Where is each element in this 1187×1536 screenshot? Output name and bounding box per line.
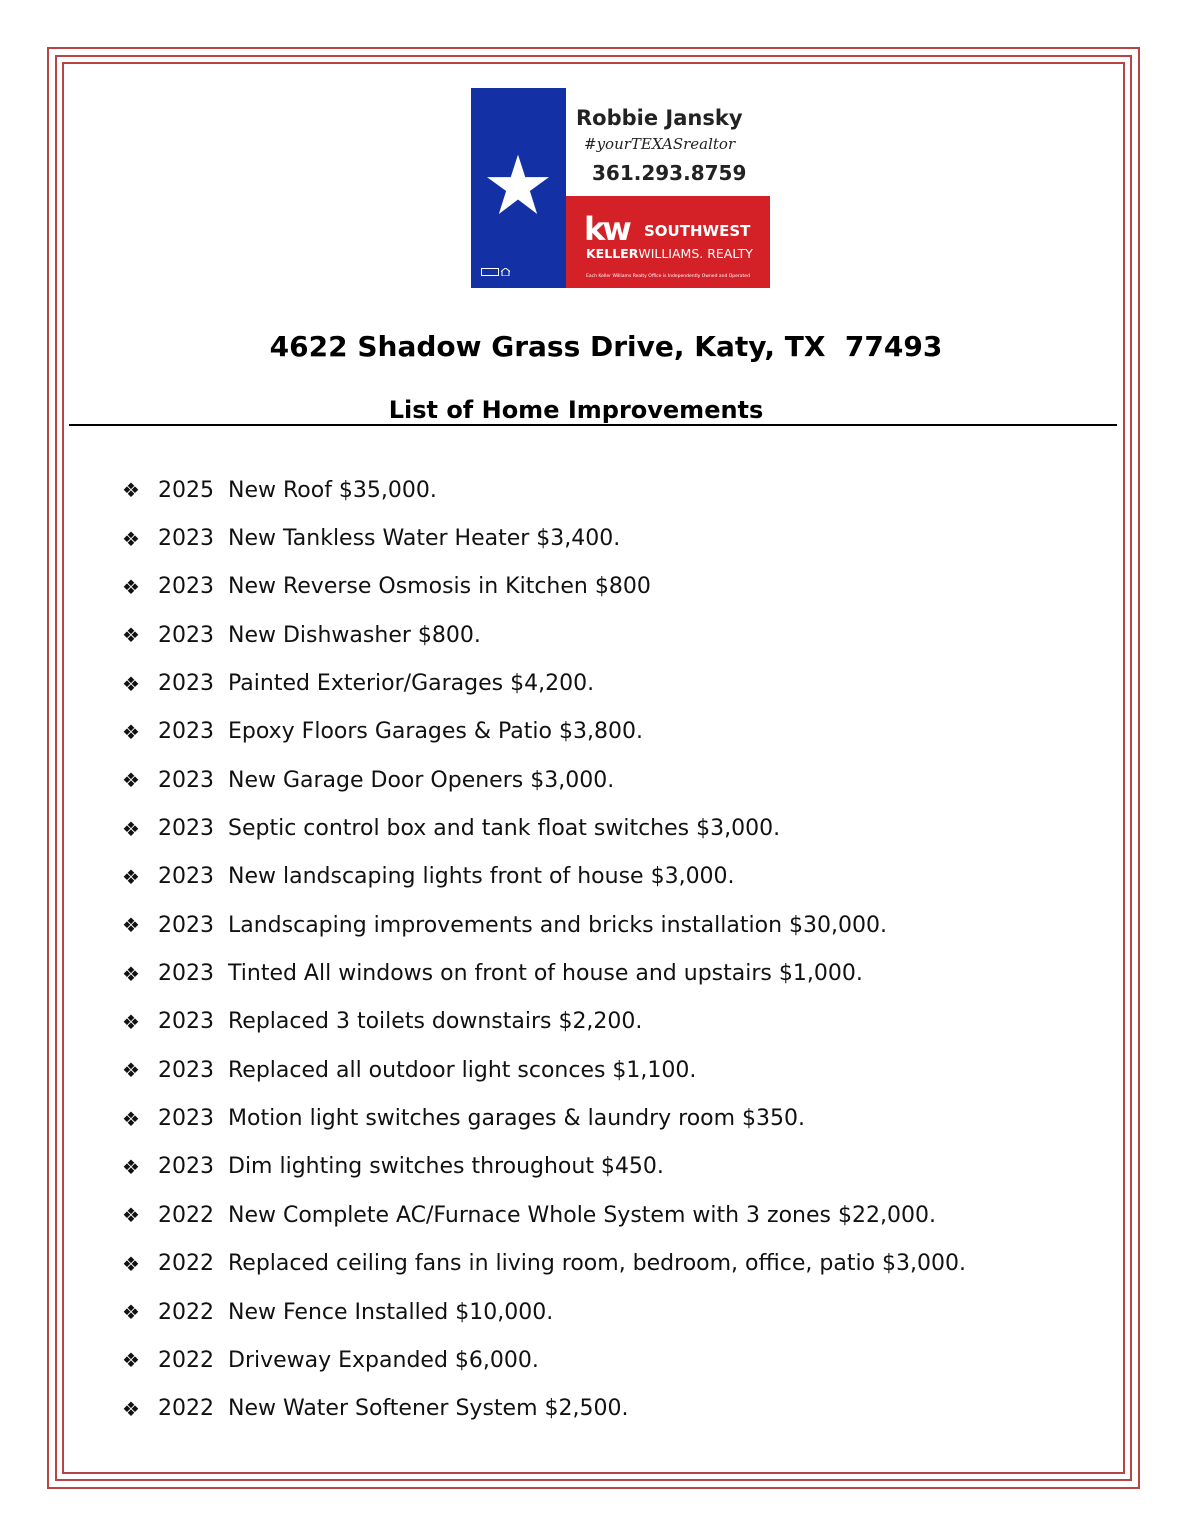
item-year: 2023: [158, 1057, 214, 1083]
diamond-bullet-icon: ❖: [122, 623, 140, 648]
list-item: [122, 1240, 966, 1288]
company-name-rest: WILLIAMS. REALTY: [638, 246, 753, 261]
item-description: Replaced 3 toilets downstairs $2,200.: [228, 1009, 643, 1035]
item-year: 2023: [158, 912, 214, 938]
list-item: [122, 708, 966, 756]
list-item: [122, 1336, 966, 1384]
item-description: New Reverse Osmosis in Kitchen $800: [228, 574, 651, 600]
item-year: 2023: [158, 671, 214, 697]
title-underline: [69, 424, 1117, 426]
item-year: 2023: [158, 1106, 214, 1132]
diamond-bullet-icon: ❖: [122, 1009, 140, 1034]
item-description: New Fence Installed $10,000.: [228, 1299, 554, 1325]
flag-blue-panel: [471, 88, 566, 288]
item-description: New Roof $35,000.: [228, 477, 437, 503]
item-description: New Complete AC/Furnace Whole System with 3 zones $22,000.: [228, 1202, 936, 1228]
item-description: New Garage Door Openers $3,000.: [228, 767, 615, 793]
agent-phone: 361.293.8759: [592, 161, 747, 185]
item-description: Septic control box and tank float switches $3,000.: [228, 816, 781, 842]
diamond-bullet-icon: ❖: [122, 1154, 140, 1179]
list-item: [122, 563, 966, 611]
diamond-bullet-icon: ❖: [122, 1251, 140, 1276]
diamond-bullet-icon: ❖: [122, 913, 140, 938]
list-item: [122, 901, 966, 949]
office-name: SOUTHWEST: [644, 222, 751, 240]
list-item: [122, 1094, 966, 1142]
diamond-bullet-icon: ❖: [122, 1106, 140, 1131]
item-description: Landscaping improvements and bricks installation $30,000.: [228, 912, 887, 938]
item-description: Painted Exterior/Garages $4,200.: [228, 671, 595, 697]
item-year: 2022: [158, 1347, 214, 1373]
list-item: [122, 514, 966, 562]
item-year: 2023: [158, 622, 214, 648]
item-year: 2023: [158, 767, 214, 793]
diamond-bullet-icon: ❖: [122, 1396, 140, 1421]
company-name: [586, 246, 753, 261]
item-year: 2023: [158, 816, 214, 842]
list-item: [122, 949, 966, 997]
list-item: [122, 1385, 966, 1433]
diamond-bullet-icon: ❖: [122, 816, 140, 841]
mls-icon: [481, 268, 510, 278]
star-icon: [485, 152, 551, 218]
list-item: [122, 853, 966, 901]
list-item: [122, 1191, 966, 1239]
diamond-bullet-icon: ❖: [122, 1203, 140, 1228]
diamond-bullet-icon: ❖: [122, 961, 140, 986]
diamond-bullet-icon: ❖: [122, 478, 140, 503]
flag-white-panel: [566, 88, 770, 196]
item-year: 2023: [158, 961, 214, 987]
item-description: Driveway Expanded $6,000.: [228, 1347, 539, 1373]
improvements-list: [122, 466, 966, 1433]
item-description: Replaced all outdoor light sconces $1,100.: [228, 1057, 697, 1083]
kw-brand-mark: kw: [584, 210, 629, 248]
list-item: [122, 1143, 966, 1191]
item-year: 2023: [158, 1009, 214, 1035]
equal-housing-icon: [501, 268, 510, 276]
item-year: 2022: [158, 1251, 214, 1277]
list-item: [122, 1288, 966, 1336]
diamond-bullet-icon: ❖: [122, 1348, 140, 1373]
agent-tagline: #yourTEXASrealtor: [584, 135, 736, 153]
item-year: 2023: [158, 719, 214, 745]
item-year: 2025: [158, 477, 214, 503]
flag-red-panel: [566, 196, 770, 288]
diamond-bullet-icon: ❖: [122, 719, 140, 744]
list-item: [122, 804, 966, 852]
item-year: 2022: [158, 1299, 214, 1325]
item-description: New Tankless Water Heater $3,400.: [228, 526, 621, 552]
item-year: 2023: [158, 864, 214, 890]
diamond-bullet-icon: ❖: [122, 768, 140, 793]
list-item: [122, 659, 966, 707]
item-year: 2023: [158, 526, 214, 552]
list-item: [122, 1046, 966, 1094]
list-item: [122, 466, 966, 514]
list-item: [122, 611, 966, 659]
document-title: List of Home Improvements: [388, 396, 764, 424]
item-year: 2023: [158, 1154, 214, 1180]
mls-badge-icon: [481, 268, 499, 276]
item-year: 2022: [158, 1202, 214, 1228]
list-item: [122, 998, 966, 1046]
item-description: Motion light switches garages & laundry room $350.: [228, 1106, 806, 1132]
diamond-bullet-icon: ❖: [122, 671, 140, 696]
item-year: 2022: [158, 1396, 214, 1422]
company-name-bold: KELLER: [586, 246, 639, 261]
realtor-logo: [471, 88, 770, 288]
office-disclaimer: Each Keller Williams Realty Office is Independently Owned and Operated: [586, 274, 750, 279]
item-description: Epoxy Floors Garages & Patio $3,800.: [228, 719, 643, 745]
diamond-bullet-icon: ❖: [122, 1058, 140, 1083]
diamond-bullet-icon: ❖: [122, 1300, 140, 1325]
item-description: New landscaping lights front of house $3,000.: [228, 864, 735, 890]
property-address: 4622 Shadow Grass Drive, Katy, TX 77493: [269, 330, 943, 363]
item-description: Replaced ceiling fans in living room, bedroom, office, patio $3,000.: [228, 1251, 966, 1277]
diamond-bullet-icon: ❖: [122, 864, 140, 889]
diamond-bullet-icon: ❖: [122, 526, 140, 551]
item-description: New Dishwasher $800.: [228, 622, 481, 648]
list-item: [122, 756, 966, 804]
diamond-bullet-icon: ❖: [122, 574, 140, 599]
agent-name: Robbie Jansky: [576, 106, 743, 130]
item-description: Dim lighting switches throughout $450.: [228, 1154, 664, 1180]
item-description: New Water Softener System $2,500.: [228, 1396, 629, 1422]
item-year: 2023: [158, 574, 214, 600]
item-description: Tinted All windows on front of house and upstairs $1,000.: [228, 961, 863, 987]
